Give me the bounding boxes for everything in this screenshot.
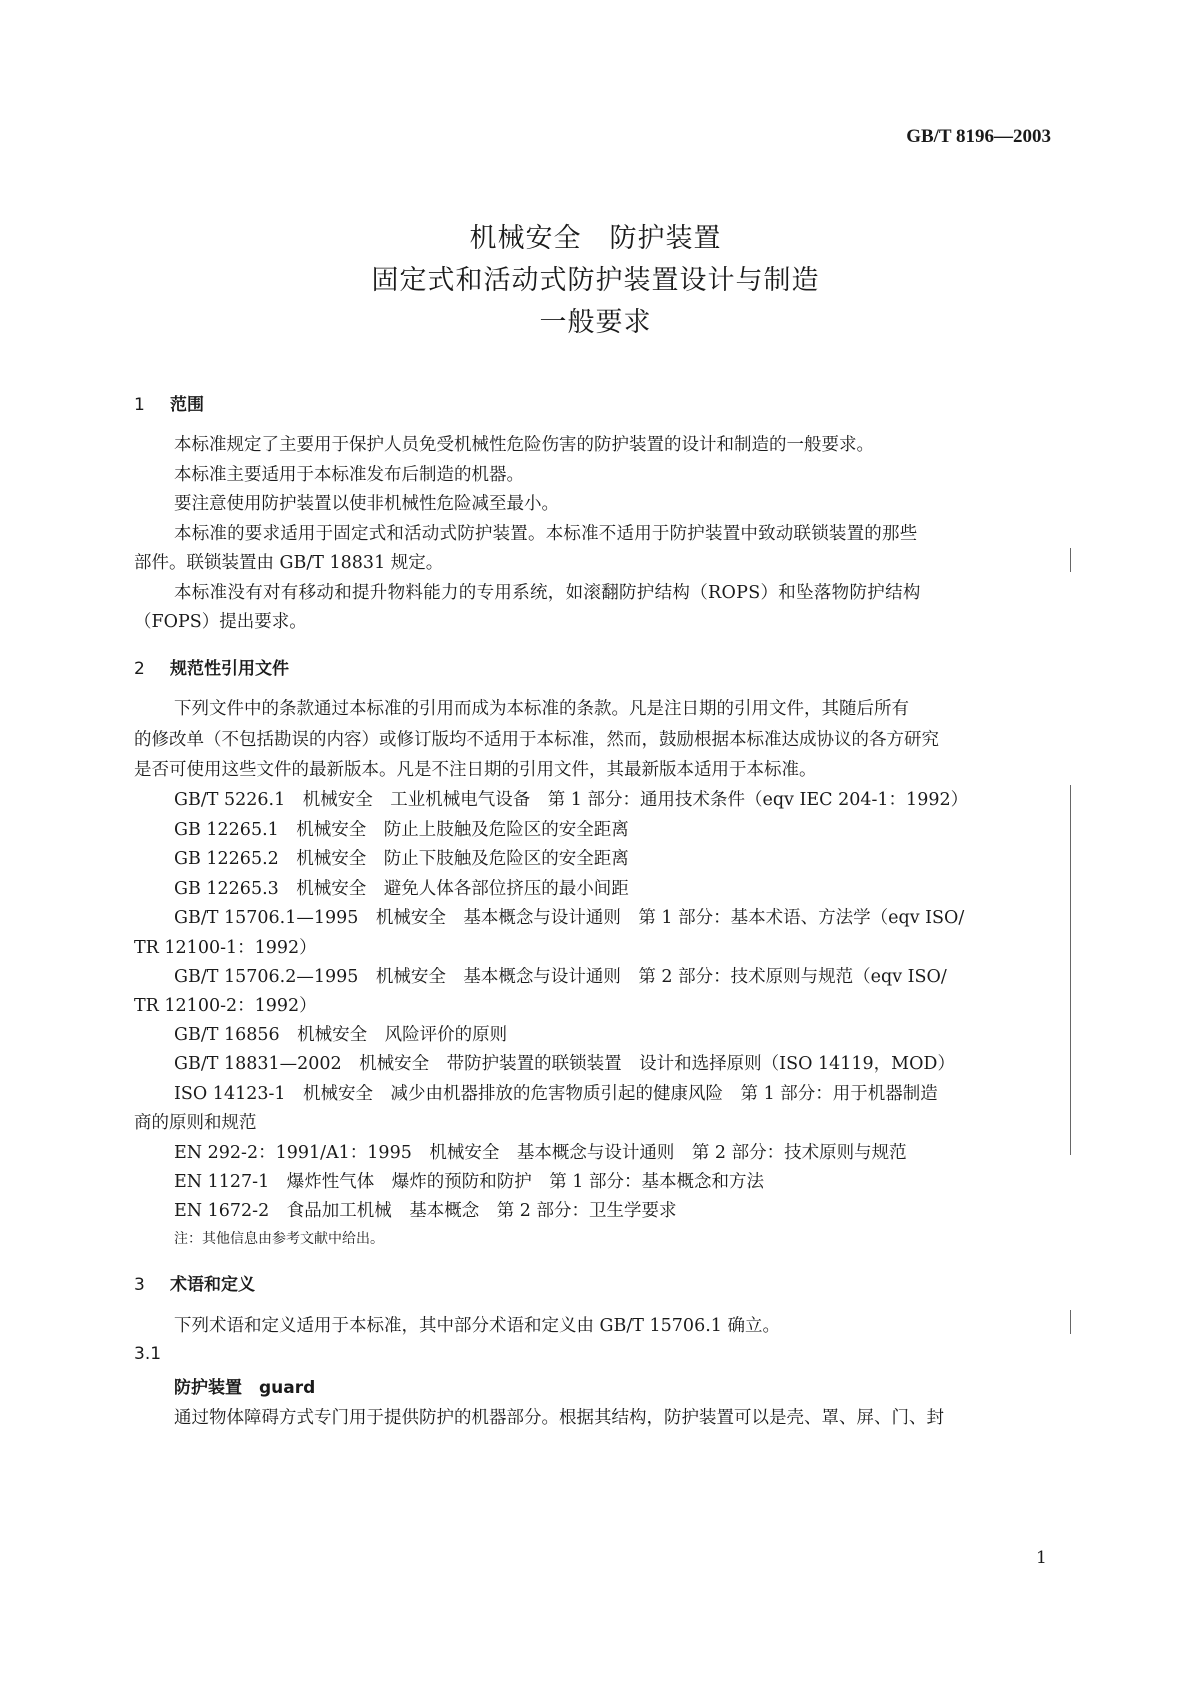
section-title: 术语和定义 (170, 1275, 255, 1295)
note: 注：其他信息由参考文献中给出。 (174, 1231, 384, 1247)
section-3-heading (134, 1270, 255, 1295)
paragraph-line: 本标准规定了主要用于保护人员免受机械性危险伤害的防护装置的设计和制造的一般要求。 (174, 435, 874, 455)
paragraph-line: 是否可使用这些文件的最新版本。凡是不注日期的引用文件，其最新版本适用于本标准。 (134, 760, 817, 780)
reference-line: GB/T 5226.1 机械安全 工业机械电气设备 第 1 部分：通用技术条件（eqv IEC 204-1：1992） (174, 790, 969, 810)
paragraph-line: 下列术语和定义适用于本标准，其中部分术语和定义由 GB/T 15706.1 确立。 (174, 1316, 780, 1336)
paragraph-line: 本标准主要适用于本标准发布后制造的机器。 (174, 465, 524, 485)
change-bar (1070, 1310, 1071, 1334)
reference-line: 商的原则和规范 (134, 1113, 257, 1133)
reference-line: GB/T 15706.2—1995 机械安全 基本概念与设计通则 第 2 部分：技术原则与规范（eqv ISO/ (174, 967, 947, 987)
reference-line: EN 1127-1 爆炸性气体 爆炸的预防和防护 第 1 部分：基本概念和方法 (174, 1172, 764, 1192)
definition-line: 通过物体障碍方式专门用于提供防护的机器部分。根据其结构，防护装置可以是壳、罩、屏、门、封 (174, 1408, 944, 1428)
section-number: 1 (134, 395, 145, 415)
paragraph-line: 部件。联锁装置由 GB/T 18831 规定。 (134, 553, 444, 573)
reference-line: GB 12265.2 机械安全 防止下肢触及危险区的安全距离 (174, 849, 629, 869)
page-number: 1 (1036, 1548, 1047, 1568)
paragraph-line: （FOPS）提出要求。 (134, 612, 307, 632)
section-number: 3 (134, 1275, 145, 1295)
reference-line: ISO 14123-1 机械安全 减少由机器排放的危害物质引起的健康风险 第 1 部分：用于机器制造 (174, 1084, 938, 1104)
section-title: 规范性引用文件 (170, 659, 289, 679)
change-bar (1070, 548, 1071, 572)
reference-line: TR 12100-2：1992） (134, 996, 317, 1016)
subsection-number: 3.1 (134, 1344, 162, 1364)
paragraph-line: 本标准的要求适用于固定式和活动式防护装置。本标准不适用于防护装置中致动联锁装置的那些 (174, 524, 918, 544)
reference-line: EN 1672-2 食品加工机械 基本概念 第 2 部分：卫生学要求 (174, 1201, 677, 1221)
title-line-3: 一般要求 (539, 307, 652, 338)
section-title: 范围 (170, 395, 204, 415)
term-heading: 防护装置 guard (174, 1378, 316, 1398)
section-2-heading (134, 654, 289, 679)
reference-line: GB 12265.3 机械安全 避免人体各部位挤压的最小间距 (174, 879, 629, 899)
standard-code: GB/T 8196—2003 (906, 126, 1051, 147)
paragraph-line: 的修改单（不包括勘误的内容）或修订版均不适用于本标准，然而，鼓励根据本标准达成协议的各方研究 (134, 730, 939, 750)
reference-line: GB 12265.1 机械安全 防止上肢触及危险区的安全距离 (174, 820, 629, 840)
reference-line: TR 12100-1：1992） (134, 938, 317, 958)
reference-line: GB/T 15706.1—1995 机械安全 基本概念与设计通则 第 1 部分：基本术语、方法学（eqv ISO/ (174, 908, 965, 928)
paragraph-line: 要注意使用防护装置以使非机械性危险减至最小。 (174, 494, 559, 514)
title-line-2: 固定式和活动式防护装置设计与制造 (371, 265, 820, 296)
paragraph-line: 本标准没有对有移动和提升物料能力的专用系统，如滚翻防护结构（ROPS）和坠落物防护结构 (174, 583, 921, 603)
title-line-1: 机械安全 防护装置 (469, 223, 722, 254)
change-bar (1070, 785, 1071, 1155)
section-1-heading (134, 390, 204, 415)
reference-line: GB/T 18831—2002 机械安全 带防护装置的联锁装置 设计和选择原则（ISO 14119，MOD） (174, 1054, 955, 1074)
section-number: 2 (134, 659, 145, 679)
paragraph-line: 下列文件中的条款通过本标准的引用而成为本标准的条款。凡是注日期的引用文件，其随后所有 (174, 699, 909, 719)
reference-line: GB/T 16856 机械安全 风险评价的原则 (174, 1025, 508, 1045)
reference-line: EN 292-2：1991/A1：1995 机械安全 基本概念与设计通则 第 2 部分：技术原则与规范 (174, 1143, 907, 1163)
